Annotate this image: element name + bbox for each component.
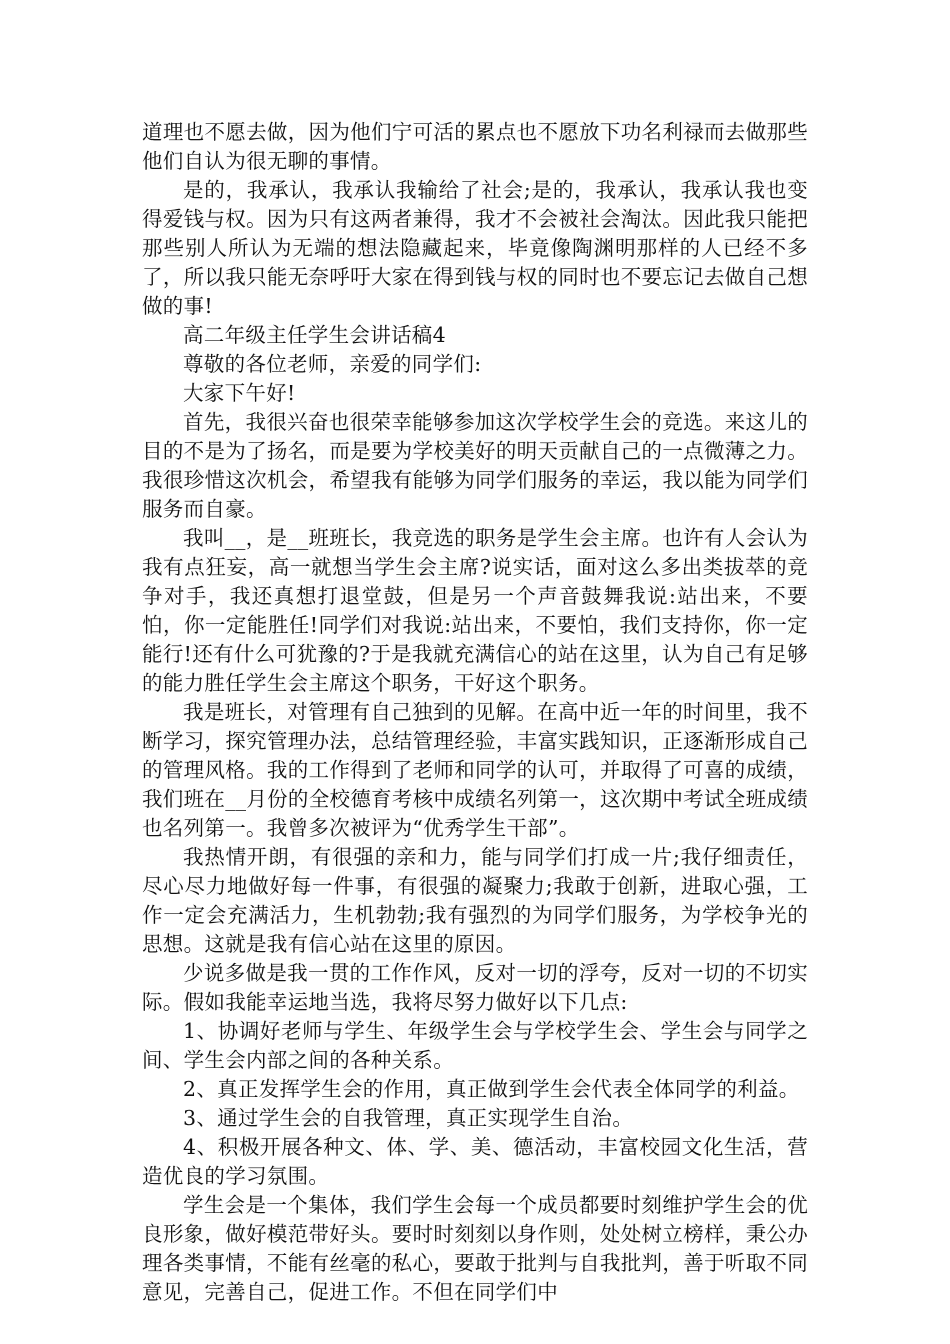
paragraph: 少说多做是我一贯的工作作风，反对一切的浮夸，反对一切的不切实际。假如我能幸运地当选，我将尽努力做好以下几点: (142, 961, 808, 1014)
paragraph: 我热情开朗，有很强的亲和力，能与同学们打成一片;我仔细责任，尽心尽力地做好每一件事，有很强的凝聚力;我敢于创新，进取心强，工作一定会充满活力，生机勃勃;我有强烈的为同学们服务，为学校争光的思想。这就是我有信心站在这里的原因。 (142, 845, 808, 956)
section-heading: 高二年级主任学生会讲话稿4 (183, 323, 446, 347)
paragraph: 道理也不愿去做，因为他们宁可活的累点也不愿放下功名利禄而去做那些他们自认为很无聊的事情。 (142, 120, 808, 173)
salutation: 尊敬的各位老师，亲爱的同学们: (183, 352, 482, 376)
paragraph: 首先，我很兴奋也很荣幸能够参加这次学校学生会的竞选。来这儿的目的不是为了扬名，而是要为学校美好的明天贡献自己的一点微薄之力。我很珍惜这次机会，希望我有能够为同学们服务的幸运，我以能为同学们服务而自豪。 (142, 410, 808, 521)
list-item: 3、通过学生会的自我管理，真正实现学生自治。 (183, 1106, 634, 1130)
greeting: 大家下午好! (183, 381, 296, 405)
document-page (142, 118, 808, 1307)
paragraph: 是的，我承认，我承认我输给了社会;是的，我承认，我承认我也变得爱钱与权。因为只有这两者兼得，我才不会被社会淘汰。因此我只能把那些别人所认为无端的想法隐藏起来，毕竟像陶渊明那样的人已经不多了，所以我只能无奈呼吁大家在得到钱与权的同时也不要忘记去做自己想做的事! (142, 178, 808, 318)
list-item: 4、积极开展各种文、体、学、美、德活动，丰富校园文化生活，营造优良的学习氛围。 (142, 1135, 808, 1188)
list-item: 1、协调好老师与学生、年级学生会与学校学生会、学生会与同学之间、学生会内部之间的各种关系。 (142, 1019, 808, 1072)
paragraph: 我叫__，是__班班长，我竞选的职务是学生会主席。也许有人会认为我有点狂妄，高一就想当学生会主席?说实话，面对这么多出类拔萃的竞争对手，我还真想打退堂鼓，但是另一个声音鼓舞我说:站出来，不要怕，你一定能胜任!同学们对我说:站出来，不要怕，我们支持你，你一定能行!还有什么可犹豫的?于是我就充满信心的站在这里，认为自己有足够的能力胜任学生会主席这个职务，干好这个职务。 (142, 526, 808, 695)
paragraph: 学生会是一个集体，我们学生会每一个成员都要时刻维护学生会的优良形象，做好模范带好头。要时时刻刻以身作则，处处树立榜样，秉公办理各类事情，不能有丝毫的私心，要敢于批判与自我批判，善于听取不同意见，完善自己，促进工作。不但在同学们中 (142, 1193, 808, 1304)
paragraph: 我是班长，对管理有自己独到的见解。在高中近一年的时间里，我不断学习，探究管理办法，总结管理经验，丰富实践知识，正逐渐形成自己的管理风格。我的工作得到了老师和同学的认可，并取得了可喜的成绩，我们班在__月份的全校德育考核中成绩名列第一，这次期中考试全班成绩也名列第一。我曾多次被评为“优秀学生干部”。 (142, 700, 808, 840)
list-item: 2、真正发挥学生会的作用，真正做到学生会代表全体同学的利益。 (183, 1077, 800, 1101)
